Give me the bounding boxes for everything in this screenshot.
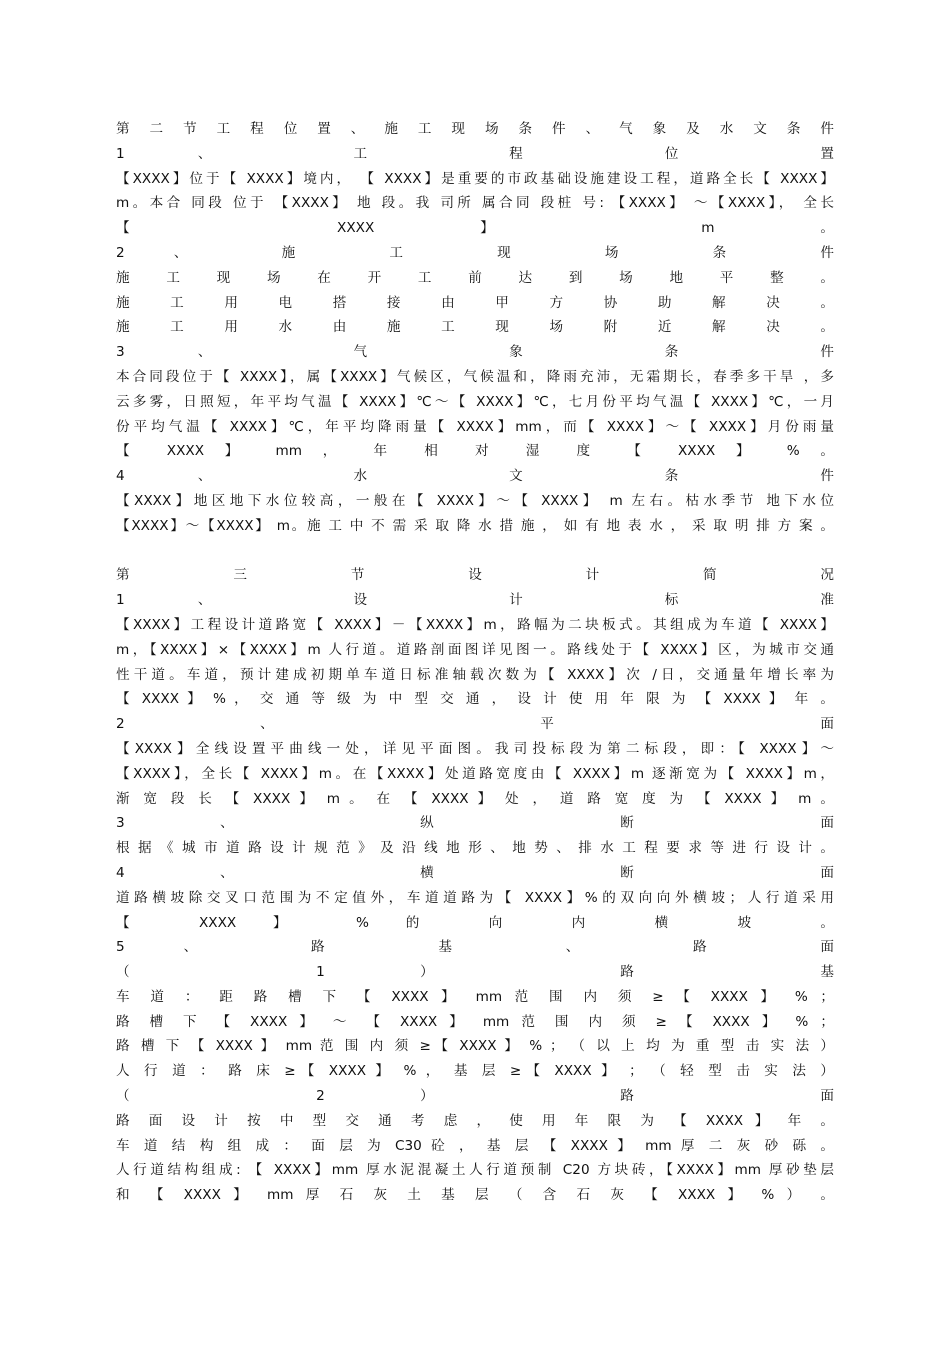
paragraph-line: 车 道 结 构 组 成 ： 面 层 为 C30 砼 ， 基 层 【 XXXX 】 mm 厚 二 灰 砂 砾 。 <box>116 1137 834 1154</box>
paragraph-line: 【XXXX】工程设计道路宽【 XXXX】－【XXXX】m，路幅为二块板式。其组成为车道【 XXXX】 <box>116 616 834 633</box>
section-heading-location-conditions: 第 二 节 工 程 位 置 、 施 工 现 场 条 件 、 气 象 及 水 文 条 件 <box>116 121 834 137</box>
subheading-pavement: （ 2 ） 路 面 <box>116 1088 834 1105</box>
paragraph-line: 道路横坡除交叉口范围为不定值外，车道道路为【 XXXX】%的双向向外横坡；人行道采用 <box>116 889 834 906</box>
paragraph-line: 路 槽 下 【 XXXX 】 ～ 【 XXXX 】 mm 范 围 内 须 ≥ 【 XXXX 】 % ； <box>116 1013 834 1030</box>
subheading-hydrology-conditions: 4 、 水 文 条 件 <box>116 468 834 485</box>
paragraph-line: 本合同段位于【 XXXX】，属【XXXX】气候区，气候温和，降雨充沛，无霜期长，春季多干旱 ，多 <box>116 368 834 385</box>
paragraph-line: 云多雾，日照短，年平均气温【 XXXX】℃～【 XXXX】℃，七月份平均气温【 XXXX】℃，一月 <box>116 393 834 410</box>
paragraph-line: 【XXXX】全线设置平曲线一处，详见平面图。我司投标段为第二标段，即：【 XXXX】～ <box>116 740 834 757</box>
paragraph-line: 路 槽 下 【 XXXX 】 mm 范 围 内 须 ≥【 XXXX 】 % ； （ 以 上 均 为 重 型 击 实 法 ） <box>116 1038 834 1055</box>
subheading-site-conditions: 2 、 施 工 现 场 条 件 <box>116 244 834 261</box>
subheading-subgrade-pavement: 5 、 路 基 、 路 面 <box>116 939 834 956</box>
subheading-project-location: 1 、 工 程 位 置 <box>116 145 834 162</box>
subheading-weather-conditions: 3 、 气 象 条 件 <box>116 344 834 361</box>
paragraph-line: 【 XXXX 】 % 的 向 内 横 坡 。 <box>116 914 834 931</box>
paragraph-line: 份平均气温【 XXXX】℃，年平均降雨量【 XXXX】mm，而【 XXXX】～【 XXXX】月份雨量 <box>116 418 834 435</box>
document-page <box>116 117 834 1208</box>
paragraph-line: 根 据 《 城 市 道 路 设 计 规 范 》 及 沿 线 地 形 、 地 势 、 排 水 工 程 要 求 等 进 行 设 计 。 <box>116 840 834 857</box>
paragraph-line: 【 XXXX 】 mm ， 年 相 对 湿 度 【 XXXX 】 % 。 <box>116 443 834 460</box>
paragraph-line: 【XXXX】地区地下水位较高，一般在【 XXXX】～【 XXXX】 m 左右。枯水季节 地下水位 <box>116 492 834 509</box>
subheading-cross-section: 4 、 横 断 面 <box>116 864 834 881</box>
section-heading-design-overview: 第 三 节 设 计 简 况 <box>116 567 834 584</box>
paragraph-line: m，【XXXX】×【XXXX】m 人行道。道路剖面图详见图一。路线处于【 XXXX】区，为城市交通 <box>116 641 834 658</box>
subheading-subgrade: （ 1 ） 路 基 <box>116 964 834 981</box>
paragraph-line: 车 道 ： 距 路 槽 下 【 XXXX 】 mm 范 围 内 须 ≥ 【 XXXX 】 % ； <box>116 988 834 1005</box>
subheading-design-standard: 1 、 设 计 标 准 <box>116 592 834 609</box>
paragraph-line: 施 工 现 场 在 开 工 前 达 到 场 地 平 整 。 <box>116 269 834 286</box>
paragraph-line: 性干道。车道，预计建成初期单车道日标准轴载次数为【 XXXX】次 /日，交通量年增长率为 <box>116 666 834 683</box>
paragraph-line: 渐 宽 段 长 【 XXXX 】 m 。 在 【 XXXX 】 处 ， 道 路 宽 度 为 【 XXXX 】 m 。 <box>116 790 834 807</box>
paragraph-line: 【XXXX】位于【 XXXX】境内， 【 XXXX】是重要的市政基础设施建设工程，道路全长【 XXXX】 <box>116 170 834 187</box>
paragraph-line: m。本合 同段 位于 【XXXX】 地 段。我 司所 属合同 段桩 号: 【XXXX】 ～【XXXX】， 全长 <box>116 195 834 212</box>
paragraph-line: 人 行 道 ： 路 床 ≥【 XXXX 】 % ， 基 层 ≥【 XXXX 】 ； （ 轻 型 击 实 法 ） <box>116 1063 834 1080</box>
section-spacer <box>116 539 834 564</box>
subheading-longitudinal-section: 3 、 纵 断 面 <box>116 815 834 832</box>
paragraph-line: 【 XXXX 】 m 。 <box>116 220 834 237</box>
paragraph-line: 施 工 用 电 搭 接 由 甲 方 协 助 解 决 。 <box>116 294 834 311</box>
paragraph-line: 人行道结构组成: 【 XXXX】mm 厚水泥混凝土人行道预制 C20 方块砖，【XXXX】mm 厚砂垫层 <box>116 1162 834 1179</box>
paragraph-line: 【 XXXX 】 % ， 交 通 等 级 为 中 型 交 通 ， 设 计 使 用 年 限 为 【 XXXX 】 年 。 <box>116 691 834 708</box>
paragraph-line: 施 工 用 水 由 施 工 现 场 附 近 解 决 。 <box>116 319 834 336</box>
paragraph-line: 【XXXX】～【XXXX】 m。施 工 中 不 需 采 取 降 水 措 施 ， 如 有 地 表 水 ， 采 取 明 排 方 案 。 <box>116 517 834 534</box>
paragraph-line: 和 【 XXXX 】 mm 厚 石 灰 土 基 层 （ 含 石 灰 【 XXXX 】 % ） 。 <box>116 1187 834 1204</box>
subheading-plan: 2 、 平 面 <box>116 716 834 733</box>
paragraph-line: 路 面 设 计 按 中 型 交 通 考 虑 ， 使 用 年 限 为 【 XXXX 】 年 。 <box>116 1112 834 1129</box>
paragraph-line: 【XXXX】，全长【 XXXX】m。在【XXXX】处道路宽度由【 XXXX】m 逐渐宽为【 XXXX】m， <box>116 765 834 782</box>
